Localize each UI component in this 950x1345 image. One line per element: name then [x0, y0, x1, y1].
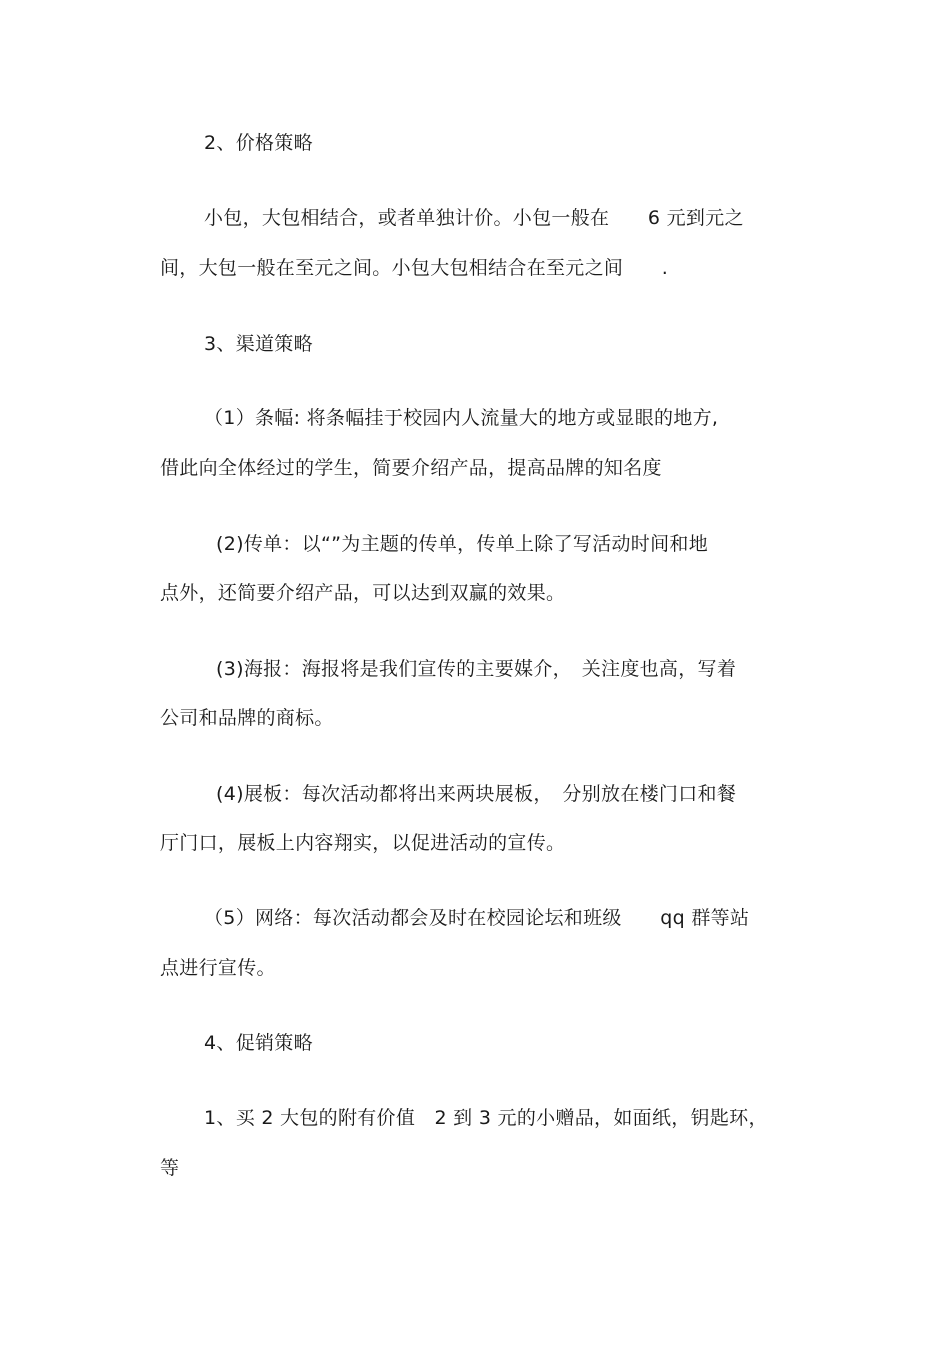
- paragraph-line: （1）条幅: 将条幅挂于校园内人流量大的地方或显眼的地方,: [204, 407, 719, 429]
- paragraph-line: 借此向全体经过的学生，简要介绍产品，提高品牌的知名度: [160, 457, 662, 479]
- paragraph-line: 厅门口，展板上内容翔实，以促进活动的宣传。: [160, 832, 566, 854]
- paragraph-line: 间，大包一般在至元之间。小包大包相结合在至元之间 .: [160, 257, 669, 279]
- paragraph-line: (3)海报：海报将是我们宣传的主要媒介， 关注度也高，写着: [216, 658, 737, 680]
- paragraph-line: 1、买 2 大包的附有价值 2 到 3 元的小赠品，如面纸，钥匙环，: [204, 1107, 768, 1129]
- paragraph-line: 小包，大包相结合，或者单独计价。小包一般在 6 元到元之: [204, 207, 744, 229]
- paragraph-line: (2)传单：以“”为主题的传单，传单上除了写活动时间和地: [216, 533, 709, 555]
- section-heading-promotion: 4、促销策略: [204, 1032, 313, 1054]
- paragraph-line: 点外，还简要介绍产品，可以达到双赢的效果。: [160, 582, 566, 604]
- paragraph-line: (4)展板：每次活动都将出来两块展板， 分别放在楼门口和餐: [216, 783, 737, 805]
- paragraph-line: 点进行宣传。: [160, 957, 276, 979]
- paragraph-line: 公司和品牌的商标。: [160, 707, 334, 729]
- section-heading-channel: 3、渠道策略: [204, 333, 313, 355]
- paragraph-line: 等: [160, 1157, 180, 1179]
- paragraph-line: （5）网络：每次活动都会及时在校园论坛和班级 qq 群等站: [204, 907, 750, 929]
- section-heading-price: 2、价格策略: [204, 132, 313, 154]
